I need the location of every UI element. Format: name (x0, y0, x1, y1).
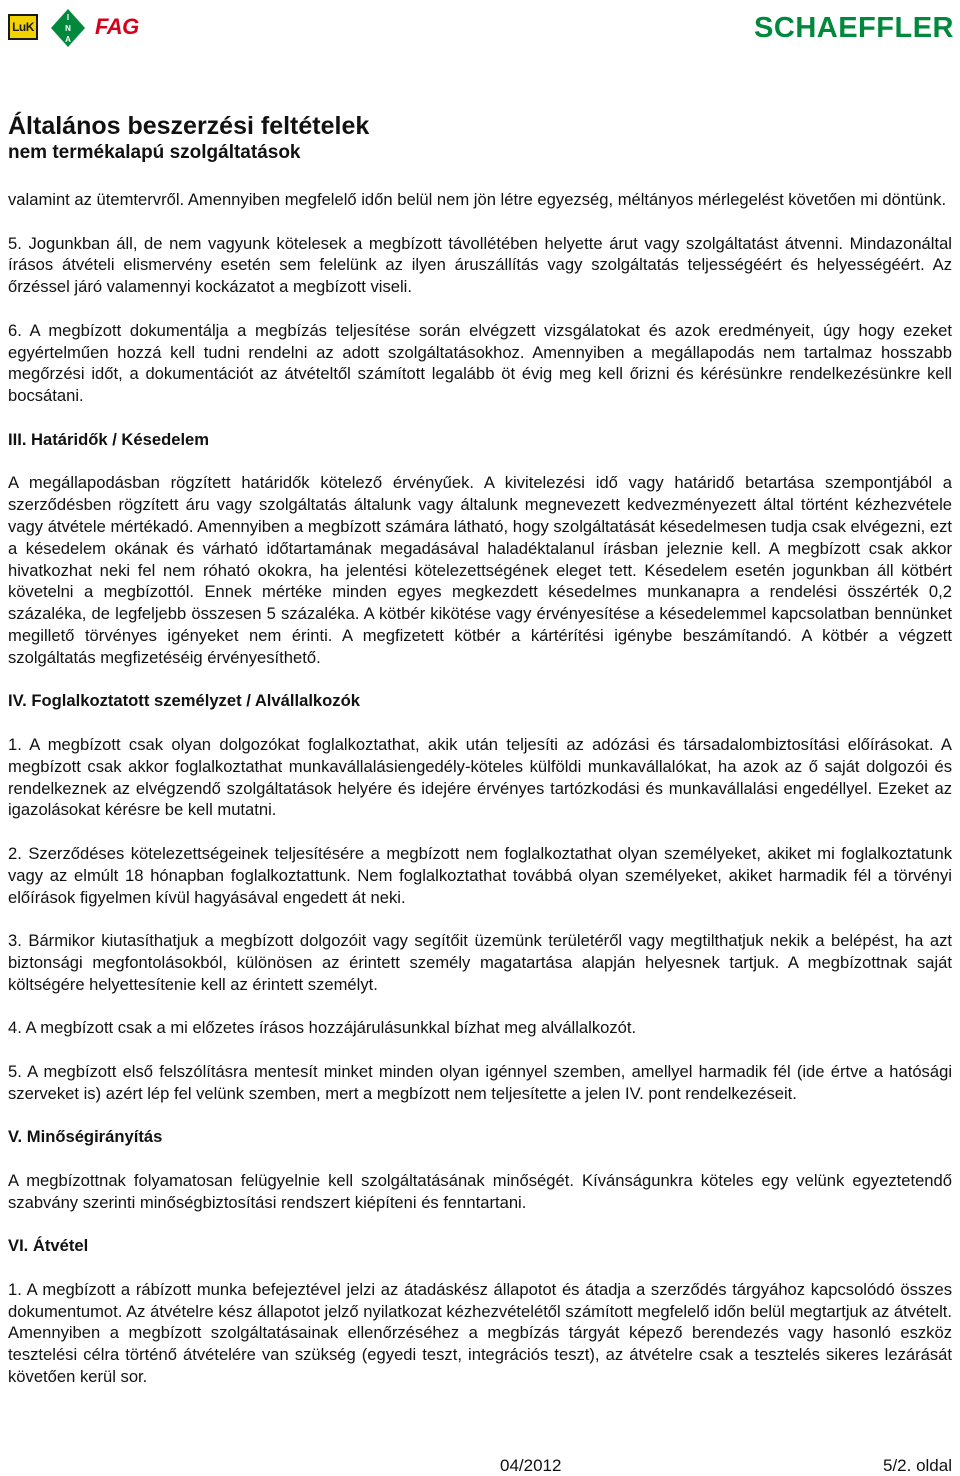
fag-logo: FAG (95, 14, 139, 39)
paragraph-v: A megbízottnak folyamatosan felügyelnie kell szolgáltatásának minőségét. Kívánságunkra köteles egy velünk egyeztetendő szabvány szerinti minőségbiztosítási rendszert kiépíteni és fenntartani. (8, 1170, 952, 1212)
svg-text:N: N (65, 24, 71, 33)
document-subtitle: nem termékalapú szolgáltatások (8, 142, 301, 163)
schaeffler-logo: SCHAEFFLER (754, 12, 954, 44)
paragraph-ii-6: 6. A megbízott dokumentálja a megbízás teljesítése során elvégzett vizsgálatokat és azok eredményeit, úgy hogy ezeket egyértelműen hozzá kell tudni rendelni az adott szolgáltatásokhoz. Amennyiben a megállapodás nem tartalmaz hosszabb megőrzési időt, a dokumentációt az átvételtől számított legalább öt évig meg kell őrizni és kérésünkre rendelkezésünkre kell bocsátani. (8, 320, 952, 406)
section-heading-iv: IV. Foglalkoztatott személyzet / Alvállalkozók (8, 691, 360, 711)
paragraph-iv-1: 1. A megbízott csak olyan dolgozókat foglalkoztathat, akik után teljesíti az adózási és társadalombiztosítási előírásokat. A megbízott csak akkor foglalkoztathat munkavállalásiengedély-köteles külföldi munkavállalókat, ha azok az ő saját dolgozói és rendelkeznek az elvégzendő szolgáltatások helyére és idejére érvényes tartózkodási és munkavállalási engedéllyel. Ezeket az igazolásokat kérésre be kell mutatni. (8, 734, 952, 820)
section-heading-iii: III. Határidők / Késedelem (8, 429, 210, 449)
luk-logo: LuK (8, 14, 38, 40)
section-heading-v: V. Minőségirányítás (8, 1127, 163, 1147)
paragraph-iii: A megállapodásban rögzített határidők kötelező érvényűek. A kivitelezési idő vagy határidő betartása szempontjából a szerződésben rögzített áru vagy szolgáltatás általunk vagy általunk megnevezett kedvezményezett által történt kézhezvétele vagy átvétele mértékadó. Amennyiben a megbízott számára látható, hogy szolgáltatását késedelmesen tudja csak elvégezni, ezt a késedelem okának és várható időtartamának megadásával haladéktalanul írásban jeleznie kell. A megbízott csak akkor hivatkozhat neki fel nem róható okokra, ha jelentési kötelezettségének eleget tett. Késedelem esetén jogunkban áll kötbért követelni a megbízottól. Ennek mértéke minden egyes megkezdett késedelmes munkanapra a rendelési összérték 0,2 százaléka, de legfeljebb összesen 5 százaléka. A kötbér kikötése vagy érvényesítése a késedelemmel kapcsolatban bennünket megillető törvényes igényeket nem érinti. A megfizetett kötbér a kártérítési igénybe beszámítandó. A kötbér a végzett szolgáltatás megfizetéséig érvényesíthető. (8, 473, 952, 667)
paragraph-ii-5: 5. Jogunkban áll, de nem vagyunk kötelesek a megbízott távollétében helyette árut vagy szolgáltatást átvenni. Mindazonáltal írásos átvételi elismervény esetén sem felelünk az ilyen áruszállítás vagy szolgáltatás teljességéért és helyességéért. Az őrzéssel járó valamennyi kockázatot a megbízott viseli. (8, 233, 952, 297)
footer-page-number: 5/2. oldal (883, 1456, 952, 1475)
paragraph-iv-5: 5. A megbízott első felszólításra mentesít minket minden olyan igénnyel szemben, amellyel harmadik fél (ide értve a hatósági szerveket is) azért lép fel velünk szemben, mert a megbízott nem teljesítette a jelen IV. pont rendelkezéseit. (8, 1061, 952, 1103)
paragraph-iv-3: 3. Bármikor kiutasíthatjuk a megbízott dolgozóit vagy segítőit üzemünk területéről vagy megtilthatjuk nekik a belépést, ha azt biztonsági megfontolásokból, különösen az érintett személy magatartása alapján helyesnek tartjuk. A megbízottnak saját költségére helyettesítenie kell az érintett személyt. (8, 931, 952, 994)
document-body (8, 189, 952, 1388)
paragraph-vi-1: 1. A megbízott a rábízott munka befejeztével jelzi az átadáskész állapotot és átadja a szerződés tárgyához kapcsolódó összes dokumentumot. Az átvételre kész állapotot jelző nyilatkozat kézhezvételétől számított megfelelő időn belül megtartjuk az átvételt. Amennyiben a megbízott szolgáltatásainak ellenőrzéséhez a megbízás tárgyát képező berendezés vagy hasonló eszköz tesztelési célra történő átvételére van szükség (egyedi teszt, integrációs teszt), az átvételre csak a tesztelés sikeres lezárását követően kerül sor. (8, 1279, 952, 1387)
footer-date: 04/2012 (500, 1456, 562, 1475)
document-title: Általános beszerzési feltételek (8, 112, 370, 140)
paragraph-iv-4: 4. A megbízott csak a mi előzetes írásos hozzájárulásunkkal bízhat meg alvállalkozót. (8, 1018, 637, 1038)
svg-text:A: A (65, 35, 71, 44)
paragraph-continuation: valamint az ütemtervről. Amennyiben megfelelő időn belül nem jön létre egyezség, méltányos mérlegelést követően mi döntünk. (8, 190, 947, 209)
ina-logo (50, 8, 86, 48)
svg-text:I: I (66, 13, 70, 22)
paragraph-iv-2: 2. Szerződéses kötelezettségeinek teljesítésére a megbízott nem foglalkoztathat olyan személyeket, akiket mi foglalkoztatunk vagy az elmúlt 18 hónapban foglalkoztattunk. Nem foglalkoztathat továbbá olyan személyeket, akiket harmadik fél a törvényi előírások figyelmen kívül hagyásával engedett át neki. (8, 843, 952, 907)
section-heading-vi: VI. Átvétel (8, 1236, 89, 1256)
page-header (0, 0, 960, 50)
